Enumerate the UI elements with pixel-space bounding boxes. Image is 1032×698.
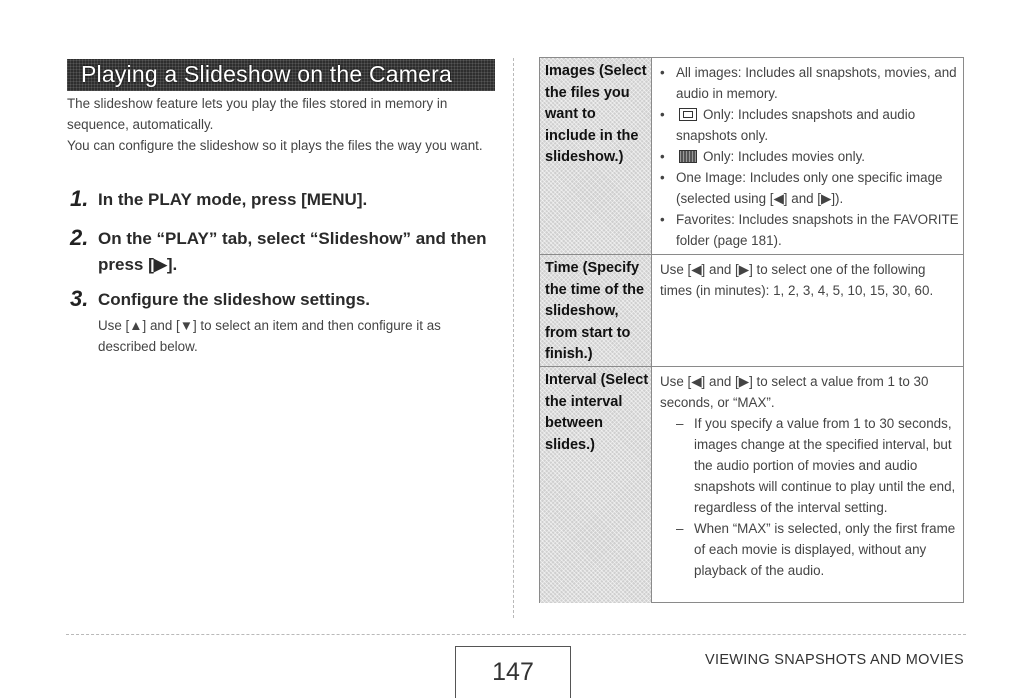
list-item-text: One Image: Includes only one specific image (selected using [◀] and [▶]). [676, 170, 943, 206]
table-row-time [540, 254, 963, 367]
list-item [660, 104, 960, 146]
row-label: Time (Specify the time of the slideshow, from start to finish.) [545, 260, 645, 362]
list-item-text: Only: Includes movies only. [703, 149, 865, 164]
row-label-cell [540, 255, 652, 367]
list-item: – When “MAX” is selected, only the first frame of each movie is displayed, without any playback of the audio. [660, 518, 960, 581]
snapshot-icon [679, 108, 697, 121]
table-row-images [540, 58, 963, 254]
list-item-text: Only: Includes snapshots and audio snapshots only. [676, 107, 916, 143]
step-text: On the “PLAY” tab, select “Slideshow” and then press [▶]. [98, 229, 487, 274]
intro-paragraph-2: You can configure the slideshow so it plays the files the way you want. [67, 138, 483, 153]
row-description-text: Use [◀] and [▶] to select one of the following times (in minutes): 1, 2, 3, 4, 5, 10, 15, 30, 60. [660, 262, 934, 298]
step-number: 2. [70, 225, 89, 250]
step-1 [70, 186, 500, 213]
list-item-text: All images: Includes all snapshots, movies, and audio in memory. [676, 65, 957, 101]
row-label: Interval (Select the interval between slides.) [545, 372, 649, 453]
step-number: 3. [70, 286, 89, 311]
section-name: VIEWING SNAPSHOTS AND MOVIES [705, 652, 964, 668]
page-number: 147 [492, 658, 534, 686]
column-divider [513, 58, 514, 618]
intro-paragraph-1: The slideshow feature lets you play the files stored in memory in sequence, automatically. [67, 96, 448, 132]
list-item [660, 146, 960, 167]
page-title: Playing a Slideshow on the Camera [81, 61, 452, 87]
row-description [660, 371, 960, 581]
step-3 [70, 286, 500, 357]
movie-icon [679, 150, 697, 163]
intro-text [67, 93, 497, 156]
list-item [660, 62, 960, 104]
row-label-cell [540, 367, 652, 603]
row-description [660, 259, 960, 301]
settings-table [539, 57, 964, 603]
step-text: In the PLAY mode, press [MENU]. [98, 190, 368, 209]
list-item [660, 167, 960, 209]
row-label-cell [540, 58, 652, 254]
footer-divider [66, 634, 966, 635]
step-number: 1. [70, 186, 89, 211]
row-label: Images (Select the files you want to include in the slideshow.) [545, 63, 647, 165]
step-2 [70, 225, 500, 278]
page-number-box [455, 646, 571, 698]
list-item: – If you specify a value from 1 to 30 seconds, images change at the specified interval, but the audio portion of movies and audio snapshots will continue to play until the end, regardless of the interval setting. [660, 413, 960, 518]
table-row-interval [540, 366, 963, 603]
section-title-bar [67, 59, 495, 91]
list-item-text: Favorites: Includes snapshots in the FAVORITE folder (page 181). [676, 212, 959, 248]
list-item [660, 209, 960, 251]
row-description-text: Use [◀] and [▶] to select a value from 1 to 30 seconds, or “MAX”. [660, 374, 929, 410]
step-instruction: Use [▲] and [▼] to select an item and then configure it as described below. [98, 318, 441, 354]
step-text: Configure the slideshow settings. [98, 290, 371, 309]
row-description [660, 62, 960, 251]
